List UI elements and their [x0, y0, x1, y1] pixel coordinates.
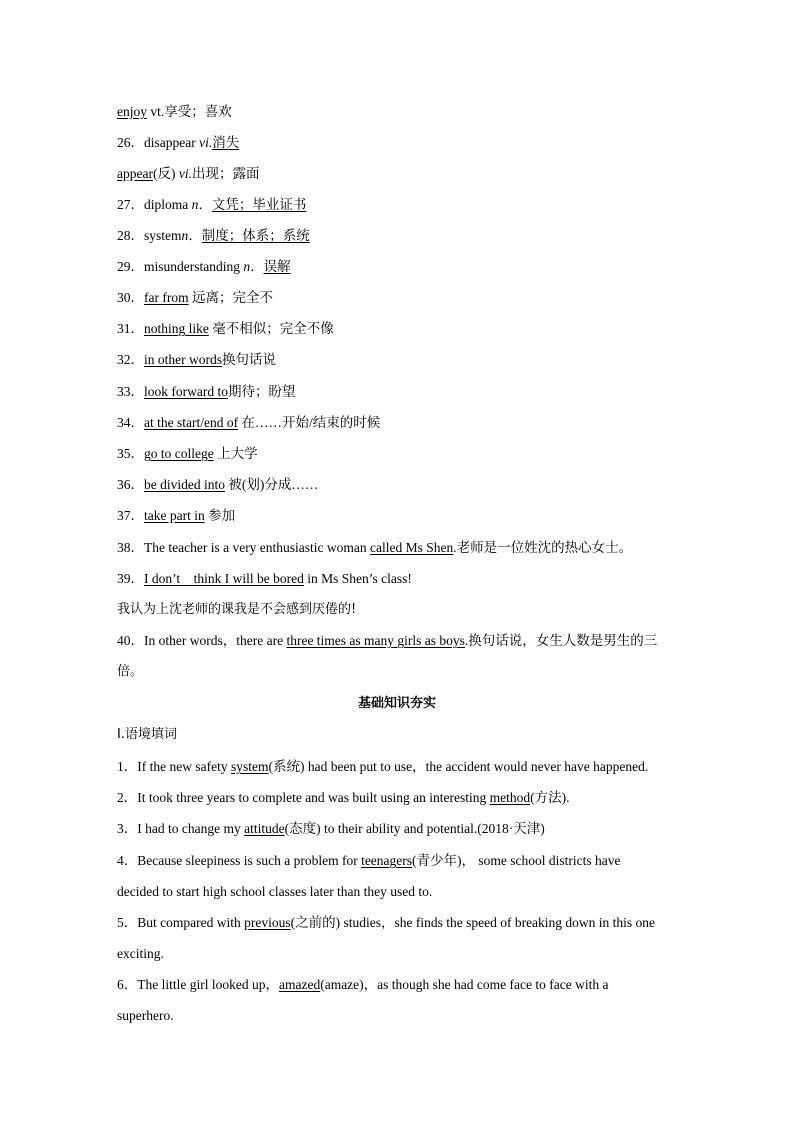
- vocab-answer: 制度；体系；系统: [201, 228, 310, 243]
- sentence-text: 38．The teacher is a very enthusiastic woman: [117, 540, 371, 555]
- phrase-line-34: [117, 413, 677, 433]
- item-number: 33．: [117, 384, 144, 399]
- vocab-line-26: [117, 133, 677, 153]
- phrase-meaning: 被(划)分成……: [225, 477, 319, 492]
- phrase-answer: look forward to: [144, 384, 228, 399]
- section-title: 基础知识夯实: [357, 696, 436, 711]
- sentence-answer: three times as many girls as boys: [286, 633, 465, 648]
- phrase-answer: take part in: [144, 508, 205, 523]
- exercise-text: (之前的) studies，she finds the speed of breaking down in this one: [290, 915, 656, 930]
- sentence-answer: I don’t think I will be bored: [144, 571, 304, 586]
- phrase-meaning: 远离；完全不: [188, 290, 273, 305]
- phrase-meaning: 换句话说: [222, 352, 276, 367]
- item-number: 34．: [117, 415, 144, 430]
- vocab-line-29: [117, 257, 677, 277]
- exercise-answer: amazed: [278, 977, 321, 992]
- exercise-4: [117, 851, 677, 871]
- phrase-line-37: [117, 506, 677, 526]
- vocab-word: 26．disappear: [117, 135, 200, 150]
- exercise-answer: system: [230, 759, 269, 774]
- exercise-3: [117, 819, 677, 839]
- vocab-line-enjoy: [117, 102, 677, 122]
- part-of-speech: n．: [191, 197, 212, 212]
- exercise-2: [117, 788, 677, 808]
- sentence-translation: .换句话说，女生人数是男生的三: [464, 633, 658, 648]
- exercise-6-cont: superhero.: [117, 1008, 174, 1023]
- sentence-text: in Ms Shen’s class!: [303, 571, 412, 586]
- item-number: 30．: [117, 290, 144, 305]
- part-of-speech: n．: [243, 259, 264, 274]
- exercise-text: (amaze)，as though she had come face to face with a: [320, 977, 609, 992]
- exercise-5: [117, 913, 677, 933]
- exercise-5-cont: exciting.: [117, 946, 164, 961]
- vocab-word: 28．system: [117, 228, 182, 243]
- exercise-text: (青少年)， some school districts have: [412, 853, 621, 868]
- phrase-meaning: 在……开始/结束的时候: [238, 415, 381, 430]
- exercise-text: 1．If the new safety: [117, 759, 231, 774]
- phrase-answer: in other words: [144, 352, 222, 367]
- phrase-meaning: 上大学: [213, 446, 258, 461]
- phrase-meaning: 参加: [204, 508, 236, 523]
- phrase-answer: be divided into: [144, 477, 225, 492]
- vocab-line-28: [117, 226, 677, 246]
- sentence-line-38: [117, 538, 677, 558]
- part-of-speech: vi.: [178, 166, 192, 181]
- exercise-text: 6．The little girl looked up，: [117, 977, 279, 992]
- subsection-title: Ⅰ.语境填词: [117, 727, 177, 742]
- sentence-translation: .老师是一位姓沈的热心女士。: [453, 540, 633, 555]
- item-number: 35．: [117, 446, 144, 461]
- exercise-text: (系统) had been put to use，the accident would never have happened.: [268, 759, 649, 774]
- sentence-answer: called Ms Shen: [370, 540, 454, 555]
- phrase-meaning: 毫不相似；完全不像: [208, 321, 334, 336]
- exercise-answer: method: [489, 790, 531, 805]
- phrase-answer: nothing like: [144, 321, 209, 336]
- exercise-text: 4．Because sleepiness is such a problem for: [117, 853, 362, 868]
- vocab-line-26-antonym: [117, 164, 677, 184]
- item-number: 37．: [117, 508, 144, 523]
- sentence-text: 40．In other words，there are: [117, 633, 287, 648]
- vocab-answer: appear: [117, 166, 153, 181]
- item-number: 31．: [117, 321, 144, 336]
- exercise-1: [117, 757, 677, 777]
- item-number: 36．: [117, 477, 144, 492]
- phrase-line-33: [117, 382, 677, 402]
- exercise-4-cont: decided to start high school classes later than they used to.: [117, 884, 433, 899]
- vocab-answer: 误解: [263, 259, 291, 274]
- part-of-speech: n．: [181, 228, 202, 243]
- exercise-6: [117, 975, 677, 995]
- vocab-meaning: vt.享受；喜欢: [147, 104, 232, 119]
- exercise-answer: teenagers: [361, 853, 413, 868]
- phrase-answer: at the start/end of: [144, 415, 239, 430]
- phrase-answer: go to college: [144, 446, 214, 461]
- sentence-line-40: [117, 631, 677, 651]
- exercise-text: (态度) to their ability and potential.(2018·天津): [284, 821, 545, 836]
- phrase-line-31: [117, 319, 677, 339]
- vocab-answer: 文凭；毕业证书: [211, 197, 307, 212]
- vocab-note: (反): [152, 166, 179, 181]
- vocab-line-27: [117, 195, 677, 215]
- vocab-word: 29．misunderstanding: [117, 259, 244, 274]
- exercise-text: 5．But compared with: [117, 915, 245, 930]
- phrase-meaning: 期待；盼望: [227, 384, 296, 399]
- exercise-text: 2．It took three years to complete and was built using an interesting: [117, 790, 490, 805]
- exercise-text: 3．I had to change my: [117, 821, 245, 836]
- phrase-answer: far from: [144, 290, 189, 305]
- exercise-answer: attitude: [244, 821, 285, 836]
- exercise-text: (方法).: [530, 790, 570, 805]
- item-number: 32．: [117, 352, 144, 367]
- sentence-translation-40-cont: 倍。: [117, 664, 144, 679]
- sentence-line-39: [117, 569, 677, 589]
- vocab-meaning: 出现；露面: [191, 166, 260, 181]
- vocab-word: enjoy: [117, 104, 147, 119]
- phrase-line-35: [117, 444, 677, 464]
- sentence-translation-39: 我认为上沈老师的课我是不会感到厌倦的!: [117, 602, 357, 617]
- item-number: 39．: [117, 571, 144, 586]
- vocab-answer: 消失: [212, 135, 240, 150]
- exercise-answer: previous: [244, 915, 291, 930]
- part-of-speech: vi.: [199, 135, 213, 150]
- vocab-word: 27．diploma: [117, 197, 192, 212]
- phrase-line-30: [117, 288, 677, 308]
- phrase-line-36: [117, 475, 677, 495]
- phrase-line-32: [117, 350, 677, 370]
